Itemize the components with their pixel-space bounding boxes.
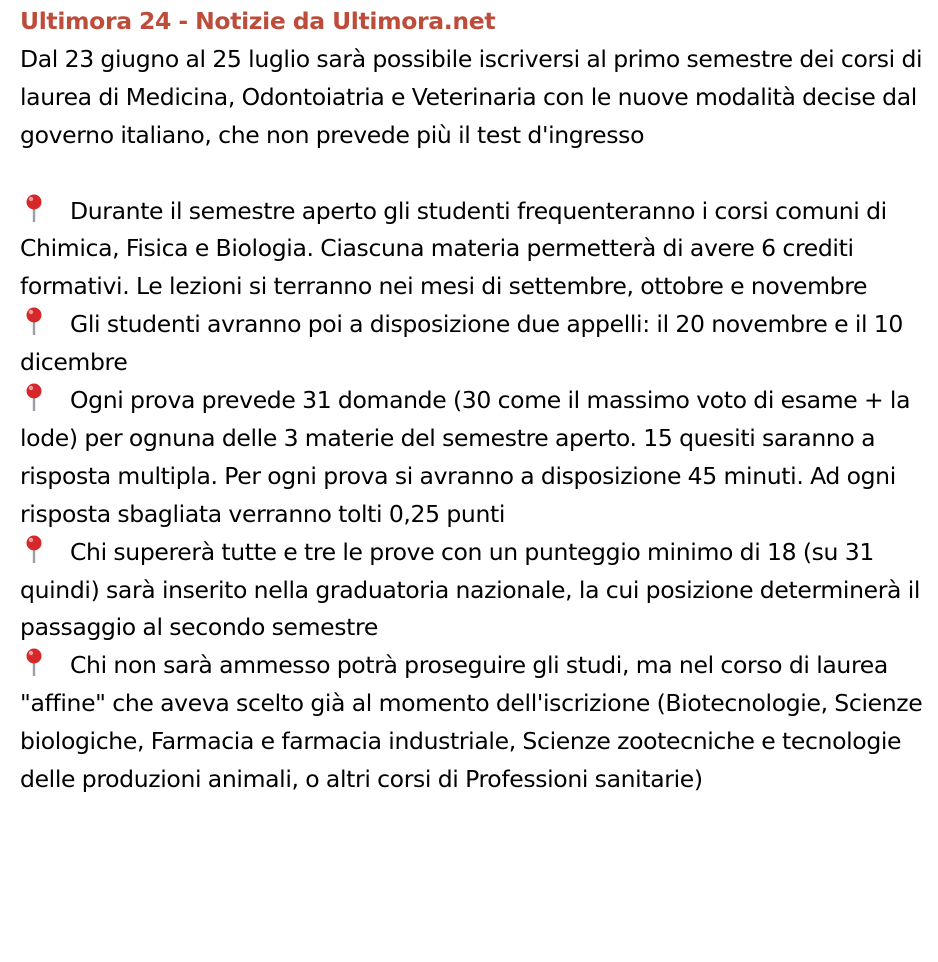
bullet-text: Ogni prova prevede 31 domande (30 come il massimo voto di esame + la lode) per ognuna delle 3 materie del semestre aperto. 15 quesiti saranno a risposta multipla. Per ogni prova si avranno a disposizione 45 minuti. Ad ogni risposta sbagliata verranno tolti 0,25 punti [20, 386, 911, 528]
bullet-text: Chi non sarà ammesso potrà proseguire gli studi, ma nel corso di laurea "affine" che aveva scelto già al momento dell'iscrizione (Biotecnologie, Scienze biologiche, Farmacia e farmacia industriale, Scienze zootecniche e tecnologie delle produzioni animali, o altri corsi di Professioni sanitarie) [20, 651, 923, 794]
message-bubble [20, 3, 925, 799]
round-pushpin-icon [20, 194, 56, 222]
bullet-text: Chi supererà tutte e tre le prove con un punteggio minimo di 18 (su 31 quindi) sarà inserito nella graduatoria nazionale, la cui posizione determinerà il passaggio al secondo semestre [20, 537, 921, 642]
sender-name[interactable]: Ultimora 24 - Notizie da Ultimora.net [20, 7, 496, 35]
bullet-text: Gli studenti avranno poi a disposizione due appelli: il 20 novembre e il 10 dicembre [20, 310, 903, 377]
bullet-item [20, 193, 925, 307]
round-pushpin-icon [20, 648, 56, 676]
bullet-item [20, 382, 925, 534]
bullet-text: Durante il semestre aperto gli studenti frequenteranno i corsi comuni di Chimica, Fisica e Biologia. Ciascuna materia permetterà di avere 6 crediti formativi. Le lezioni si terranno nei mesi di settembre, ottobre e novembre [20, 196, 887, 301]
bullet-item [20, 647, 925, 799]
round-pushpin-icon [20, 383, 56, 411]
round-pushpin-icon [20, 535, 56, 563]
round-pushpin-icon [20, 307, 56, 335]
bullet-item [20, 306, 925, 382]
intro-paragraph: Dal 23 giugno al 25 luglio sarà possibile iscriversi al primo semestre dei corsi di laurea di Medicina, Odontoiatria e Veterinaria con le nuove modalità decise dal governo italiano, che non prevede più il test d'ingresso [20, 44, 923, 149]
blank-line [20, 155, 925, 193]
bullet-item [20, 534, 925, 648]
